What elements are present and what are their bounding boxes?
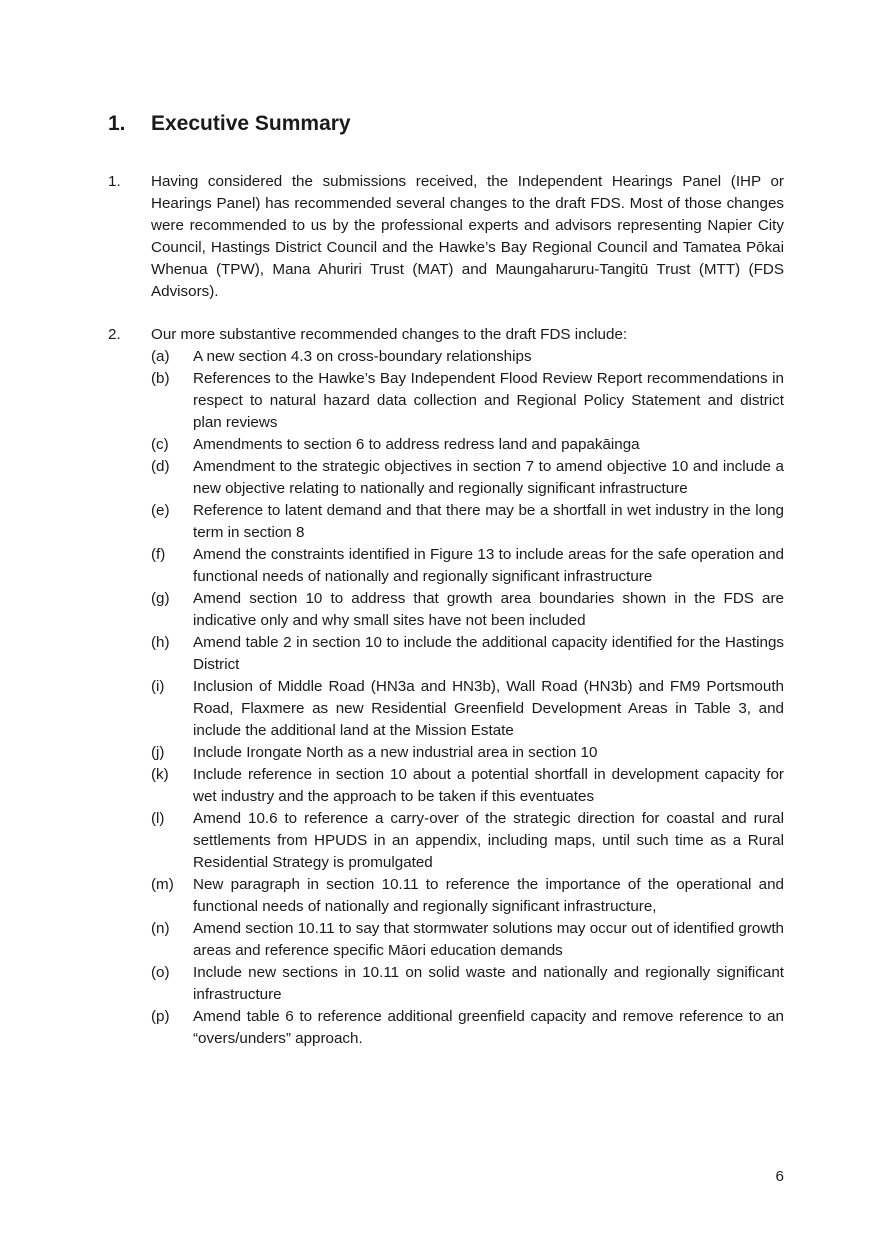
list-item <box>151 764 784 808</box>
paragraph-number: 1. <box>108 173 121 190</box>
list-item-label: (k) <box>151 766 169 783</box>
list-item <box>151 874 784 918</box>
list-item <box>151 434 784 456</box>
list-item <box>151 544 784 588</box>
list-item <box>151 632 784 676</box>
list-item-text: Include new sections in 10.11 on solid waste and nationally and regionally significant infrastructure <box>193 964 784 1003</box>
list-item-label: (g) <box>151 590 170 607</box>
list-item <box>151 588 784 632</box>
list-item-text: A new section 4.3 on cross-boundary relationships <box>193 348 532 365</box>
list-item-text: Include reference in section 10 about a potential shortfall in development capacity for wet industry and the approach to be taken if this eventuates <box>193 766 784 805</box>
list-item-label: (j) <box>151 744 165 761</box>
list-item-label: (a) <box>151 348 170 365</box>
list-item-text: Reference to latent demand and that there may be a shortfall in wet industry in the long term in section 8 <box>193 502 784 541</box>
list-item-label: (e) <box>151 502 170 519</box>
paragraph-number: 2. <box>108 326 121 343</box>
list-item-text: Amend table 2 in section 10 to include the additional capacity identified for the Hastings District <box>193 634 784 673</box>
list-item-label: (h) <box>151 634 170 651</box>
list-item-text: Amend table 6 to reference additional greenfield capacity and remove reference to an “overs/unders” approach. <box>193 1008 784 1047</box>
section-heading <box>108 110 351 138</box>
list-item <box>151 346 784 368</box>
list-item-label: (i) <box>151 678 165 695</box>
list-item <box>151 742 784 764</box>
list-item <box>151 368 784 434</box>
list-item <box>151 962 784 1006</box>
list-item <box>151 808 784 874</box>
list-item-text: Amendment to the strategic objectives in section 7 to amend objective 10 and include a new objective relating to nationally and regionally significant infrastructure <box>193 458 784 497</box>
paragraph-2 <box>108 324 784 1050</box>
paragraph-1 <box>108 171 784 303</box>
list-item-label: (b) <box>151 370 170 387</box>
list-item <box>151 676 784 742</box>
paragraph-text: Having considered the submissions received, the Independent Hearings Panel (IHP or Hearings Panel) has recommended several changes to the draft FDS. Most of those changes were recommended to us by the professional experts and advisors representing Napier City Council, Hastings District Council and the Hawke’s Bay Regional Council and Tamatea Pōkai Whenua (TPW), Mana Ahuriri Trust (MAT) and Maungaharuru-Tangitū Trust (MTT) (FDS Advisors). <box>151 173 784 300</box>
list-item-label: (c) <box>151 436 169 453</box>
recommended-changes-list <box>151 346 784 1050</box>
list-item <box>151 500 784 544</box>
list-item-label: (d) <box>151 458 170 475</box>
list-item-text: New paragraph in section 10.11 to reference the importance of the operational and functional needs of nationally and regionally significant infrastructure, <box>193 876 784 915</box>
section-title: Executive Summary <box>151 112 351 135</box>
list-item <box>151 1006 784 1050</box>
section-number: 1. <box>108 112 126 135</box>
list-item-text: Inclusion of Middle Road (HN3a and HN3b), Wall Road (HN3b) and FM9 Portsmouth Road, Flaxmere as new Residential Greenfield Development Areas in Table 3, and include the additional land at the Mission Estate <box>193 678 784 739</box>
paragraph-text: Our more substantive recommended changes to the draft FDS include: <box>151 326 628 343</box>
list-item-label: (f) <box>151 546 166 563</box>
list-item <box>151 918 784 962</box>
list-item-text: Amendments to section 6 to address redress land and papakāinga <box>193 436 640 453</box>
list-item-label: (l) <box>151 810 165 827</box>
list-item-text: References to the Hawke’s Bay Independent Flood Review Report recommendations in respect to natural hazard data collection and Regional Policy Statement and district plan reviews <box>193 370 784 431</box>
list-item-text: Amend the constraints identified in Figure 13 to include areas for the safe operation and functional needs of nationally and regionally significant infrastructure <box>193 546 784 585</box>
list-item-label: (n) <box>151 920 170 937</box>
list-item-label: (o) <box>151 964 170 981</box>
list-item-text: Amend section 10.11 to say that stormwater solutions may occur out of identified growth areas and reference specific Māori education demands <box>193 920 784 959</box>
list-item-text: Amend section 10 to address that growth area boundaries shown in the FDS are indicative only and why small sites have not been included <box>193 590 784 629</box>
list-item-label: (p) <box>151 1008 170 1025</box>
list-item-label: (m) <box>151 876 174 893</box>
list-item-text: Amend 10.6 to reference a carry-over of the strategic direction for coastal and rural settlements from HPUDS in an appendix, including maps, until such time as a Rural Residential Strategy is promulgated <box>193 810 784 871</box>
list-item-text: Include Irongate North as a new industrial area in section 10 <box>193 744 598 761</box>
page-number: 6 <box>775 1168 784 1185</box>
list-item <box>151 456 784 500</box>
